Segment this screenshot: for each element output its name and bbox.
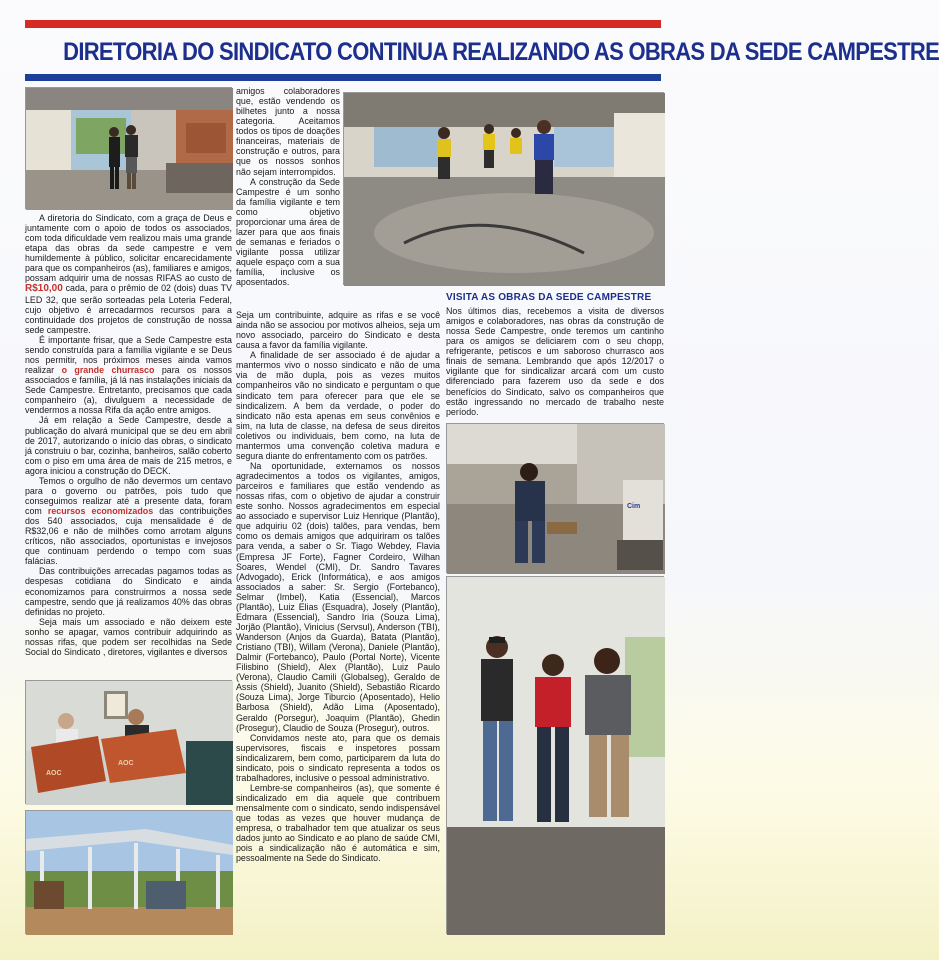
middle-column-bottom bbox=[236, 310, 440, 863]
section-title-visita: VISITA AS OBRAS DA SEDE CAMPESTRE bbox=[446, 292, 652, 303]
paragraph: Seja mais um associado e não deixem este sonho se apagar, vamos contribuir adquirindo as nossas rifas, que podem ser recolhidas na Sede Social do Sindicato , diretores, vigilantes e diversos bbox=[25, 616, 232, 657]
photo-visitor-kitchen bbox=[446, 423, 664, 573]
paragraph: A construção da Sede Campestre é um sonho da família vigilante e tem como objetivo proporcionar uma área de lazer para que aos finais de semanas e feriados o vigilante possa utilizar aquele espaço com a sua família, inclusive os aposentados. bbox=[236, 176, 340, 288]
box-logo: AOC bbox=[46, 770, 62, 777]
paragraph: Lembre-se companheiros (as), que somente é sindicalizado em dia aquele que contribuem mensalmente com o sindicato, sendo indispensável que todas as vezes que houver mudança de empresa, o trabalhador tem que atualizar os seus dados junto ao Sindicato e ao plano de saúde CMI, pois a sindicalização não é automática e sim, pessoalmente na Sede do Sindicato. bbox=[236, 782, 440, 864]
highlight-recursos: recursos economizados bbox=[47, 506, 154, 517]
paragraph: Na oportunidade, externamos os nossos agradecimentos a todos os vigilantes, amigos, parceiros e familiares que estão vendendo as nossas rifas, com o objetivo de ajudar a construir este sonho. Nossos agradecimentos em especial ao associado e supervisor Luiz Henrique (Plantão), que adquiriu 02 (dois) talões, para vendas, bem como os demais amigos que adquiriram os talões para venda, a saber o Sr. Tiago Webdey, Flavia (Empresa JF Forte), Fagner Cordeiro, Wilhan Soares, Wendel (CMI), Dr. Sandro Tavares (Advogado), Erick (Informática), e aos amigos associados a saber: Sr. Sergio (Fortebanco), Selmar (Imbel), Katia (Essencial), Marcos (Plantão), Luiz Elias (Esquadra), Josely (Plantão), Edmara (Essencial), Sandro Iria (Souza Lima), Jorjão (Plantão), Vinicius (Servsul), Anderson (TBI), Wanderson (Anjos da Guarda), Batata (Plantão), Cristiano (TBI), Willam (Verona), Daniele (Plantão), Dalmir (Fortebanco), Paulo (Portal Norte), Vicente Filisbino (Shield), Alex (Plantão), Luiz Paulo (Verona), Claudio Camili (Globalseg), Geraldo de Assis (Shield), Juanito (Shield), Sebastião Ricardo (Souza Lima), Jorge Tiburcio (Aposentado), Helio Barbosa (Shield), Adão Lima (Aposentado), Geraldo (Porsegur), Joaquim (Plantão), Ghedin (Prosegur), Claudio de Souza (Prosegur), outros. bbox=[236, 460, 440, 733]
headline-bottom-bar bbox=[25, 74, 661, 81]
paragraph: Já em relação a Sede Campestre, desde a publicação do alvará municipal que se deu em abril de 2017, autorizando o início das obras, o sindicato já construiu o bar, cozinha, banheiros, salão coberto com o piso em uma área de mais de 215 metros, e agora iniciou a construção do DECK. bbox=[25, 415, 232, 476]
raffle-price: R$10,00 bbox=[25, 283, 63, 295]
paragraph: Temos o orgulho de não devermos um centavo para o governo ou patrões, pois tudo que conseguimos realizar até a presente data, foram com recursos economizados das contribuições dos 540 associados, cuja mensalidade é de R$32,06 e não de milhões como arrotam alguns críticos, não associados, oportunistas e invejosos que continuam perdendo o tempo com suas falácias. bbox=[25, 475, 232, 567]
highlight-churrasco: o grande churrasco bbox=[61, 365, 155, 376]
bag-label: Cim bbox=[627, 503, 641, 510]
paragraph: A diretoria do Sindicato, com a graça de Deus e juntamente com o apoio de todos os associados, com toda dificuldade vem realizou mais uma grande etapa das obras da sede campestre e vem humildemente à público, solicitar encarecidamente para que os companheiros (as), familiares e amigos, possam adquirir uma de nossas RIFAS ao custo de R$10,00 cada, para o prêmio de 02 (dois) duas TV LED 32, que serão sorteadas pela Loteria Federal, cujo objetivo é arrecadarmos recursos para a continuidade dos projetos de construção de nossa sede campestre. bbox=[25, 213, 232, 335]
paragraph: Nos últimos dias, recebemos a visita de diversos amigos e colaboradores, nas obras da construção de nossa Sede Campestre, onde teremos um cantinho para os amigos se deliciarem com o seu chopp, refrigerante, petiscos e um saboroso churrasco aos finais de semana. Lembrando que após 12/2017 o vigilante que for sindicalizar arcará com um custo diferenciado para fazerem uso da sede e dos benefícios do Sindicato, salvo os companheiros que estão ingressando no mercado de trabalho neste período. bbox=[446, 306, 664, 417]
box-logo: AOC bbox=[118, 760, 134, 767]
photo-visitors-in-hall bbox=[25, 87, 232, 209]
photo-roof-structure bbox=[25, 810, 232, 934]
paragraph: É importante frisar, que a Sede Campestre esta sendo construída para a família vigilante e se Deus nos permitir, nos próximos meses ainda vamos realizar o grande churrasco para os nossos associados e família, já lá nas instalações iniciais da Sede Campestre. Entretanto, precisamos que cada companheiro (a), divulguem a necessidade de vendermos a nossa Rifa da ação entre amigos. bbox=[25, 334, 232, 416]
paragraph: Convidamos neste ato, para que os demais supervisores, fiscais e inspetores possam sindicalizarem, bem como, participarem da luta do sindicato, pois o sindicato representa a todos os trabalhadores, inclusive o pessoal administrativo. bbox=[236, 732, 440, 783]
paragraph: amigos colaboradores que, estão vendendo os bilhetes junto a nossa categoria. Aceitamos todos os tipos de doações financeiras, materiais de construção e outros, para que os nossos sonhos não sejam interrompidos. bbox=[236, 86, 340, 177]
paragraph: A finalidade de ser associado é de ajudar a mantermos vivo o nosso sindicato e não de uma via de mão dupla, pois as vezes muitos companheiros vão no sindicato e perguntam o que sindicato tem para oferecer para que ele se sindicalizem. A bem da verdade, o poder do sindicato não esta apenas em seus convênios e sim, na luta de classe, na defesa de seus direitos coletivos ou individuais, bem como, na luta de mantermos uma convenção coletiva madura e segura diante do enfrentamento com os patrões. bbox=[236, 350, 440, 461]
middle-column-top bbox=[236, 86, 340, 287]
left-column bbox=[25, 213, 232, 657]
photo-workers-concrete bbox=[343, 92, 664, 285]
photo-three-visitors bbox=[446, 576, 664, 934]
right-column-text bbox=[446, 306, 664, 417]
paragraph: Das contribuições arrecadas pagamos todas as despesas cotidiana do Sindicato e ainda economizamos para construirmos a nossa sede campestre, sendo que já realizamos 40% das obras definidas no projeto. bbox=[25, 566, 232, 617]
page-headline: DIRETORIA DO SINDICATO CONTINUA REALIZANDO AS OBRAS DA SEDE CAMPESTRE bbox=[63, 38, 939, 66]
headline-top-bar bbox=[25, 20, 661, 28]
paragraph: Seja um contribuinte, adquire as rifas e se você ainda não se associou por motivos alheios, seja um novo associado, parceiro do Sindicato e desta causa a favor da família vigilante. bbox=[236, 310, 440, 351]
photo-tv-prizes bbox=[25, 680, 232, 804]
